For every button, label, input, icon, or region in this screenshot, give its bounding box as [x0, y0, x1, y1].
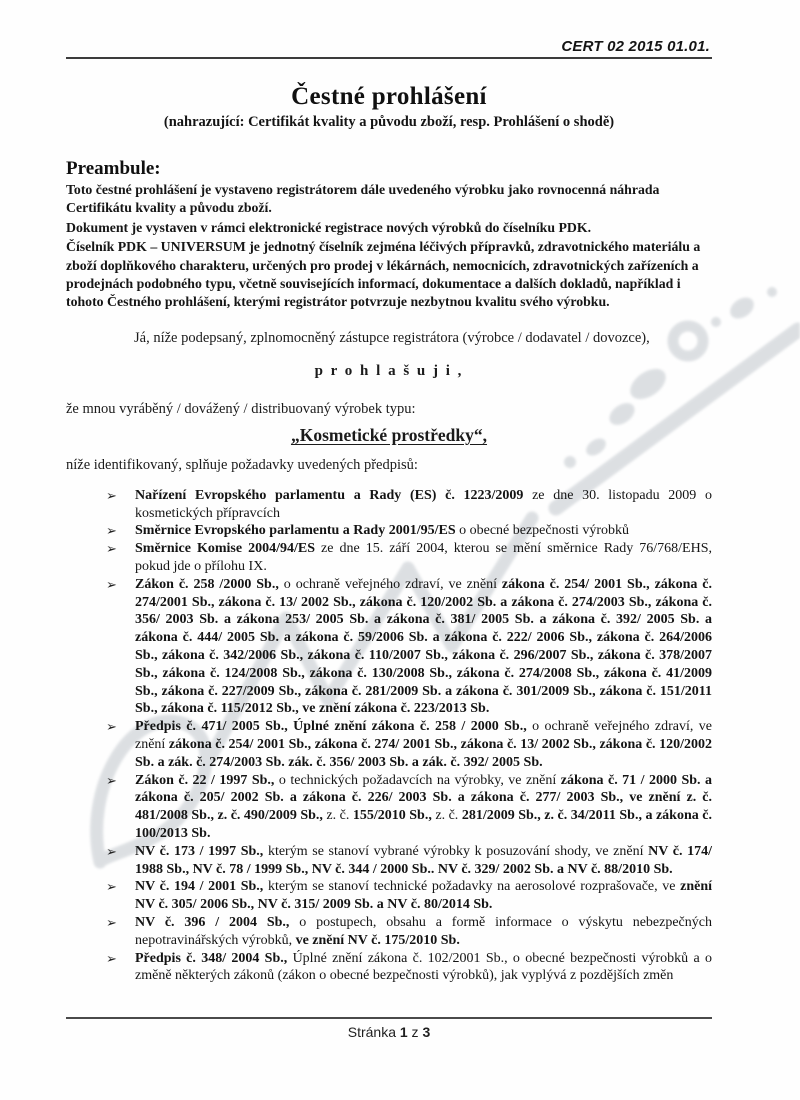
- page-number: 1: [399, 1023, 408, 1040]
- regulation-text-run: NV č. 173 / 1997 Sb.,: [135, 843, 268, 859]
- list-bullet-icon: ➢: [106, 843, 117, 859]
- regulation-text-run: NV č. 396 / 2004 Sb.,: [135, 914, 300, 930]
- regulation-text-run: NV č. 194 / 2001 Sb.,: [135, 879, 268, 895]
- list-bullet-icon: ➢: [106, 950, 117, 966]
- preamble-paragraph: Číselník PDK – UNIVERSUM je jednotný číselník zejména léčivých přípravků, zdravotnického materiálu a zboží doplňkového charakteru, určených pro prodej v lékárnách, nemocnicích, zdravotnických zařízeních a prodejnách podobného typu, včetně souvisejících informací, dokumentace a dalších dokladů, například i tohoto Čestného prohlášení, kterými registrátor potvrzuje nezbytnou kvalitu svého výrobku.: [66, 239, 701, 310]
- declaration-intro: Já, níže podepsaný, zplnomocněný zástupce registrátora (výrobce / dodavatel / dovozce),: [134, 329, 650, 346]
- regulation-item: [66, 487, 712, 523]
- list-bullet-icon: ➢: [106, 576, 117, 592]
- regulation-text-run: 281/2009 Sb., z. č. 34/2011 Sb., a zákona č. 100/2013 Sb.: [135, 808, 712, 841]
- preamble-paragraph: Dokument je vystaven v rámci elektronické registrace nových výrobků do číselníku PDK.: [66, 219, 592, 235]
- page-total: 3: [422, 1023, 431, 1040]
- list-bullet-icon: ➢: [106, 879, 117, 895]
- regulation-text-run: 155/2010 Sb.,: [352, 808, 436, 824]
- regulation-text-run: z. č.: [435, 808, 462, 824]
- page-number-label: [66, 1024, 712, 1040]
- regulation-item: [66, 772, 712, 843]
- regulation-text-run: Směrnice Komise 2004/94/ES: [135, 541, 322, 557]
- regulation-text-run: o obecné bezpečnosti výrobků: [459, 523, 629, 539]
- document-code: CERT 02 2015 01.01.: [561, 38, 710, 55]
- regulation-text-run: ve znění NV č. 175/2010 Sb.: [295, 932, 460, 948]
- regulation-item: [66, 914, 712, 950]
- regulation-text-run: o ochraně veřejného zdraví, ve znění: [283, 576, 502, 592]
- regulation-text-run: NV č. 174/ 1988 Sb., NV č. 78 / 1999 Sb., NV č. 344 / 2000 Sb.. NV č. 329/ 2002 Sb. a NV č. 88/2010 Sb.: [135, 843, 712, 877]
- list-bullet-icon: ➢: [106, 487, 117, 503]
- regulation-text-run: Směrnice Evropského parlamentu a Rady 2001/95/ES: [135, 523, 460, 539]
- regulation-item: [66, 540, 712, 576]
- regulation-item: [66, 718, 712, 771]
- regulation-text-run: o postupech, obsahu a formě informace o výskytu nebezpečných nepotravinářských výrobků,: [135, 914, 712, 948]
- regulation-text-run: z. č.: [326, 808, 353, 824]
- page-title: Čestné prohlášení: [291, 83, 487, 110]
- regulation-text-run: zákona č. 254/ 2001 Sb., zákona č. 274/ 2001 Sb., zákona č. 13/ 2002 Sb., zákona č. 120/2002 Sb. a zák. č. 274/2003 Sb. zák. č. 356/ 2003 Sb. a zák. č. 392/ 2005 Sb.: [135, 737, 712, 770]
- footer-rule: [66, 1017, 712, 1019]
- regulation-text-run: o technických požadavcích na výrobky, ve znění: [278, 772, 561, 788]
- list-bullet-icon: ➢: [106, 914, 117, 930]
- product-intro: že mnou vyráběný / dovážený / distribuovaný výrobek typu:: [66, 400, 416, 417]
- regulation-text-run: kterým se stanoví technické požadavky na aerosolové rozprašovače, ve: [267, 879, 681, 895]
- regulation-text-run: zákona č. 71 / 2000 Sb. a zákona č. 205/ 2002 Sb. a zákona č. 226/ 2003 Sb. a zákona č. 277/ 2003 Sb., ve znění z. č. 481/2008 Sb., z. č. 490/2009 Sb.,: [135, 772, 713, 824]
- regulation-text-run: znění NV č. 305/ 2006 Sb., NV č. 315/ 2009 Sb. a NV č. 80/2014 Sb.: [135, 879, 712, 913]
- regulation-text-run: Zákon č. 258 /2000 Sb.,: [135, 576, 284, 592]
- list-bullet-icon: ➢: [106, 541, 117, 557]
- preamble-heading: Preambule:: [66, 158, 161, 179]
- declaration-verb: p r o h l a š u j i ,: [314, 362, 464, 379]
- regulation-item: [66, 878, 712, 914]
- preamble-paragraph: Toto čestné prohlášení je vystaveno registrátorem dále uvedeného výrobku jako rovnocenná náhrada Certifikátu kvality a původu zboží.: [66, 182, 660, 216]
- regulation-item: [66, 522, 712, 540]
- list-bullet-icon: ➢: [106, 719, 117, 735]
- header-rule: [66, 57, 712, 59]
- list-bullet-icon: ➢: [106, 523, 117, 539]
- page-separator: z: [407, 1023, 423, 1040]
- regulation-text-run: Předpis č. 471/ 2005 Sb., Úplné znění zákona č. 258 / 2000 Sb.,: [135, 719, 533, 735]
- page-footer: [66, 1017, 712, 1040]
- regulation-text-run: o ochraně veřejného zdraví, ve znění: [135, 719, 713, 752]
- list-bullet-icon: ➢: [106, 772, 117, 788]
- regulation-text-run: Úplné znění zákona č. 102/2001 Sb., o obecné bezpečnosti výrobků a o změně některých zákonů (zákon o obecné bezpečnosti výrobků), jak vyplývá z pozdějších změn: [135, 950, 712, 984]
- document-content: [66, 0, 712, 985]
- regulation-text-run: Nařízení Evropského parlamentu a Rady (ES) č. 1223/2009: [135, 487, 533, 503]
- regulation-text-run: kterým se stanoví vybrané výrobky k posuzování shody, ve znění: [267, 843, 649, 859]
- compliance-line: níže identifikovaný, splňuje požadavky uvedených předpisů:: [66, 456, 418, 473]
- product-type-title: „Kosmetické prostředky“,: [290, 424, 488, 445]
- regulation-text-run: Zákon č. 22 / 1997 Sb.,: [135, 772, 279, 788]
- regulation-text-run: zákona č. 254/ 2001 Sb., zákona č. 274/2001 Sb., zákona č. 13/ 2002 Sb., zákona č. 120/2002 Sb. a zákona č. 274/2003 Sb., zákona č. 356/ 2003 Sb. a zákona 253/ 2005 Sb. a zákona č. 381/ 2005 Sb. a zákona č. 392/ 2005 Sb. a zákona č. 444/ 2005 Sb. a zákona č. 59/2006 Sb. a zákona č. 222/ 2006 Sb., zákona č. 264/2006 Sb., zákona č. 342/2006 Sb., zákona č. 110/2007 Sb., zákona č. 296/2007 Sb., zákona č. 378/2007 Sb., zákona č. 124/2008 Sb., zákona č. 130/2008 Sb., zákona č. 274/2008 Sb., zákona č. 41/2009 Sb., zákona č. 227/2009 Sb., zákona č. 281/2009 Sb. a zákona č. 301/2009 Sb., zákona č. 151/2011 Sb., zákona č. 115/2012 Sb., ve znění zákona č. 223/2013 Sb.: [135, 576, 713, 717]
- regulations-list: [66, 487, 712, 985]
- page-label-prefix: Stránka: [347, 1023, 400, 1040]
- regulation-text-run: Předpis č. 348/ 2004 Sb.,: [135, 950, 293, 966]
- regulation-text-run: ze dne 30. listopadu 2009 o kosmetických přípravcích: [135, 487, 712, 521]
- regulation-item: [66, 843, 712, 879]
- page-subtitle: (nahrazující: Certifikát kvality a původu zboží, resp. Prohlášení o shodě): [163, 114, 615, 130]
- regulation-text-run: ze dne 15. září 2004, kterou se mění směrnice Rady 76/768/EHS, pokud jde o přílohu IX.: [135, 541, 712, 575]
- regulation-item: [66, 950, 712, 986]
- regulation-item: [66, 576, 712, 718]
